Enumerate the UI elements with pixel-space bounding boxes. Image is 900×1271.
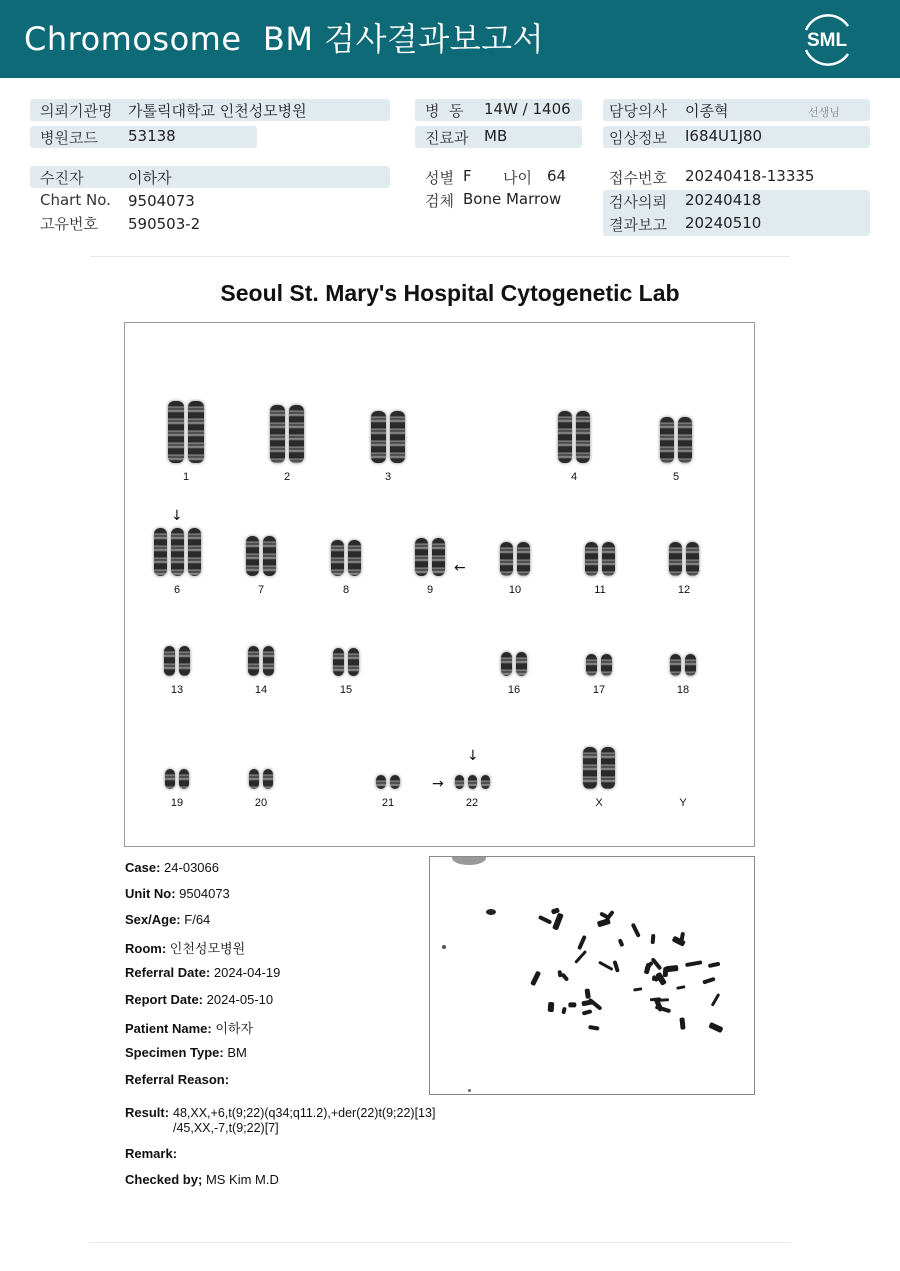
metaphase-debris: [442, 945, 446, 949]
chromosome-22-copy-1: [455, 775, 464, 789]
sex-label: 성별: [425, 169, 454, 187]
chromosome-8-copy-2: [348, 540, 361, 576]
room-row: Room: 인천성모병원: [125, 941, 246, 956]
patient-name-value: 이하자: [215, 1021, 254, 1036]
metaphase-chromosome: [577, 934, 587, 949]
chromosome-label-10: 10: [508, 584, 522, 596]
chromosome-20-copy-2: [263, 769, 273, 789]
chromosome-5-copy-2: [678, 417, 692, 463]
chromosome-label-17: 17: [592, 684, 606, 696]
chromosome-21-copy-1: [376, 775, 386, 789]
chromosome-15-copy-2: [348, 648, 359, 676]
report-label: 결과보고: [609, 216, 667, 234]
chromosome-21-copy-2: [390, 775, 400, 789]
specimen-label: 검체: [425, 192, 454, 210]
metaphase-chromosome: [612, 959, 620, 972]
metaphase-debris: [468, 1089, 471, 1092]
room-value: 인천성모병원: [169, 941, 246, 956]
chromosome-label-11: 11: [594, 584, 606, 596]
sexage-row: Sex/Age: F/64: [125, 912, 211, 927]
chromosome-19-copy-1: [165, 769, 175, 789]
hospital-code-label: 병원코드: [40, 129, 98, 147]
metaphase-chromosome: [568, 1002, 576, 1007]
chromosome-7-copy-1: [246, 536, 259, 576]
chromosome-6-copy-1: [154, 528, 167, 576]
chromosome-label-2: 2: [283, 471, 291, 483]
checked-row: Checked by; MS Kim M.D: [125, 1172, 279, 1187]
age-value: 64: [547, 167, 567, 185]
metaphase-image: [429, 856, 755, 1095]
arrow-chr6: ↓: [171, 508, 183, 524]
chromosome-4-copy-1: [558, 411, 572, 463]
metaphase-debris: [486, 909, 496, 915]
chromosome-label-18: 18: [676, 684, 690, 696]
specimen-type-value: BM: [227, 1045, 247, 1060]
report-date-row: Report Date: 2024-05-10: [125, 992, 274, 1007]
chromosome-10-copy-2: [517, 542, 530, 576]
chromosome-12-copy-2: [686, 542, 699, 576]
chromosome-label-x: X: [595, 797, 603, 809]
hospital-code-value: 53138: [128, 127, 176, 145]
chromosome-2-copy-2: [289, 405, 304, 463]
svg-text:SML: SML: [806, 30, 848, 51]
chromosome-13-copy-2: [179, 646, 190, 676]
remark-row: Remark:: [125, 1146, 178, 1161]
chromosome-5-copy-1: [660, 417, 674, 463]
metaphase-chromosome: [588, 1025, 600, 1030]
arrow-chr22-side: →: [432, 776, 444, 792]
referral-date-value: 2024-04-19: [213, 965, 281, 980]
chromosome-label-8: 8: [342, 584, 350, 596]
chromosome-20-copy-1: [249, 769, 259, 789]
chromosome-1-copy-2: [188, 401, 204, 463]
metaphase-chromosome: [702, 977, 716, 985]
chromosome-8-copy-1: [331, 540, 344, 576]
ward-value: 14W / 1406: [484, 100, 571, 118]
report-date-value: 2024-05-10: [206, 992, 274, 1007]
ward-label: 병 동: [425, 102, 464, 120]
doctor-label: 담당의사: [609, 102, 667, 120]
chromosome-13-copy-1: [164, 646, 175, 676]
chromosome-label-6: 6: [173, 584, 181, 596]
chromosome-1-copy-1: [168, 401, 184, 463]
chromosome-6-copy-2: [171, 528, 184, 576]
chromosome-label-4: 4: [570, 471, 578, 483]
unique-value: 590503-2: [128, 215, 201, 233]
clinical-value: I684U1J80: [685, 127, 763, 145]
metaphase-chromosome: [598, 960, 614, 971]
metaphase-chromosome: [552, 913, 563, 931]
chart-value: 9504073: [128, 192, 195, 210]
chromosome-label-22: 22: [465, 797, 479, 809]
chromosome-label-9: 9: [426, 584, 434, 596]
metaphase-chromosome: [558, 970, 563, 978]
chromosome-label-15: 15: [339, 684, 353, 696]
chromosome-label-7: 7: [257, 584, 265, 596]
unique-label: 고유번호: [40, 215, 98, 233]
chart-label: Chart No.: [40, 191, 111, 209]
metaphase-chromosome: [662, 967, 667, 978]
referral-reason-row: Referral Reason:: [125, 1072, 230, 1087]
clinical-label: 임상정보: [609, 129, 667, 147]
report-header: [0, 0, 900, 78]
metaphase-chromosome: [633, 988, 643, 993]
chromosome-22-copy-2: [468, 775, 477, 789]
arrow-chr22-top: ↓: [467, 748, 479, 764]
arrow-chr9: ←: [454, 560, 466, 576]
receipt-label: 접수번호: [609, 169, 667, 187]
chromosome-22-copy-3: [481, 775, 490, 789]
chromosome-15-copy-1: [333, 648, 344, 676]
chromosome-19-copy-2: [179, 769, 189, 789]
referral-date-row: Referral Date: 2024-04-19: [125, 965, 281, 980]
result-line-2: /45,XX,-7,t(9;22)[7]: [173, 1121, 279, 1135]
sml-logo: [798, 12, 856, 66]
chromosome-label-21: 21: [381, 797, 395, 809]
chromosome-17-copy-1: [586, 654, 597, 676]
chromosome-17-copy-2: [601, 654, 612, 676]
recipient-label: 수진자: [40, 169, 84, 187]
chromosome-label-20: 20: [254, 797, 268, 809]
sexage-value: F/64: [184, 912, 211, 927]
chromosome-6-copy-3: [188, 528, 201, 576]
metaphase-chromosome: [561, 1006, 566, 1014]
case-row: Case: 24-03066: [125, 860, 219, 875]
chromosome-label-16: 16: [507, 684, 521, 696]
chromosome-10-copy-1: [500, 542, 513, 576]
patient-name-row: Patient Name: 이하자: [125, 1021, 254, 1036]
result-label: Result:: [125, 1105, 170, 1120]
recipient-value: 이하자: [128, 169, 172, 187]
chromosome-label-12: 12: [677, 584, 691, 596]
checked-value: MS Kim M.D: [205, 1172, 279, 1187]
specimen-value: Bone Marrow: [463, 190, 562, 208]
chromosome-16-copy-1: [501, 652, 512, 676]
chromosome-16-copy-2: [516, 652, 527, 676]
request-value: 20240418: [685, 191, 762, 209]
divider-top: [90, 256, 790, 257]
chromosome-7-copy-2: [263, 536, 276, 576]
chromosome-11-copy-1: [585, 542, 598, 576]
doctor-value: 이종혁: [685, 102, 729, 120]
report-value: 20240510: [685, 214, 762, 232]
chromosome-x-copy-2: [601, 747, 615, 789]
dept-value: MB: [484, 127, 508, 145]
request-label: 검사의뢰: [609, 193, 667, 211]
chromosome-9-copy-2: [432, 538, 445, 576]
metaphase-chromosome: [679, 1017, 685, 1029]
report-title: Chromosome BM 검사결과보고서: [24, 20, 544, 58]
chromosome-18-copy-1: [670, 654, 681, 676]
metaphase-chromosome: [708, 1021, 723, 1032]
chromosome-14-copy-2: [263, 646, 274, 676]
receipt-value: 20240418-13335: [685, 167, 815, 185]
chromosome-2-copy-1: [270, 405, 285, 463]
institution-value: 가톨릭대학교 인천성모병원: [128, 102, 307, 120]
metaphase-debris: [452, 856, 486, 865]
metaphase-chromosome: [685, 960, 702, 966]
karyotype-panel: [124, 322, 755, 847]
unit-value: 9504073: [179, 886, 230, 901]
chromosome-14-copy-1: [248, 646, 259, 676]
specimen-row: Specimen Type: BM: [125, 1045, 247, 1060]
doctor-suffix: 선생님: [808, 106, 840, 119]
metaphase-chromosome: [547, 1002, 553, 1012]
chromosome-label-19: 19: [170, 797, 184, 809]
metaphase-chromosome: [618, 939, 625, 948]
chromosome-x-copy-1: [583, 747, 597, 789]
metaphase-chromosome: [711, 993, 721, 1007]
recipient-row: [30, 166, 390, 188]
chromosome-label-y: Y: [679, 797, 687, 809]
chromosome-3-copy-1: [371, 411, 386, 463]
metaphase-chromosome: [574, 950, 587, 964]
chromosome-12-copy-1: [669, 542, 682, 576]
metaphase-chromosome: [631, 923, 641, 938]
chromosome-label-3: 3: [384, 471, 392, 483]
case-value: 24-03066: [164, 860, 219, 875]
chromosome-4-copy-2: [576, 411, 590, 463]
metaphase-chromosome: [676, 985, 686, 990]
lab-title: Seoul St. Mary's Hospital Cytogenetic Lab: [220, 280, 680, 306]
metaphase-chromosome: [530, 971, 542, 987]
chromosome-18-copy-2: [685, 654, 696, 676]
chromosome-11-copy-2: [602, 542, 615, 576]
chromosome-label-1: 1: [182, 471, 190, 483]
age-label: 나이: [503, 169, 532, 187]
chromosome-label-14: 14: [254, 684, 268, 696]
sex-value: F: [463, 167, 472, 185]
divider-bottom: [90, 1242, 790, 1243]
chromosome-label-5: 5: [672, 471, 680, 483]
metaphase-chromosome: [644, 963, 652, 975]
metaphase-chromosome: [708, 962, 721, 969]
metaphase-chromosome: [650, 934, 654, 944]
institution-label: 의뢰기관명: [40, 102, 113, 120]
metaphase-chromosome: [582, 1009, 593, 1015]
result-line-1: 48,XX,+6,t(9;22)(q34;q11.2),+der(22)t(9;22)[13]: [173, 1106, 436, 1120]
chromosome-3-copy-2: [390, 411, 405, 463]
chromosome-label-13: 13: [170, 684, 184, 696]
metaphase-chromosome: [581, 999, 594, 1007]
metaphase-chromosome: [655, 1005, 672, 1013]
chromosome-9-copy-1: [415, 538, 428, 576]
metaphase-chromosome: [538, 915, 552, 925]
unit-row: Unit No: 9504073: [125, 886, 230, 901]
dept-label: 진료과: [425, 129, 469, 147]
metaphase-chromosome: [650, 997, 661, 1001]
